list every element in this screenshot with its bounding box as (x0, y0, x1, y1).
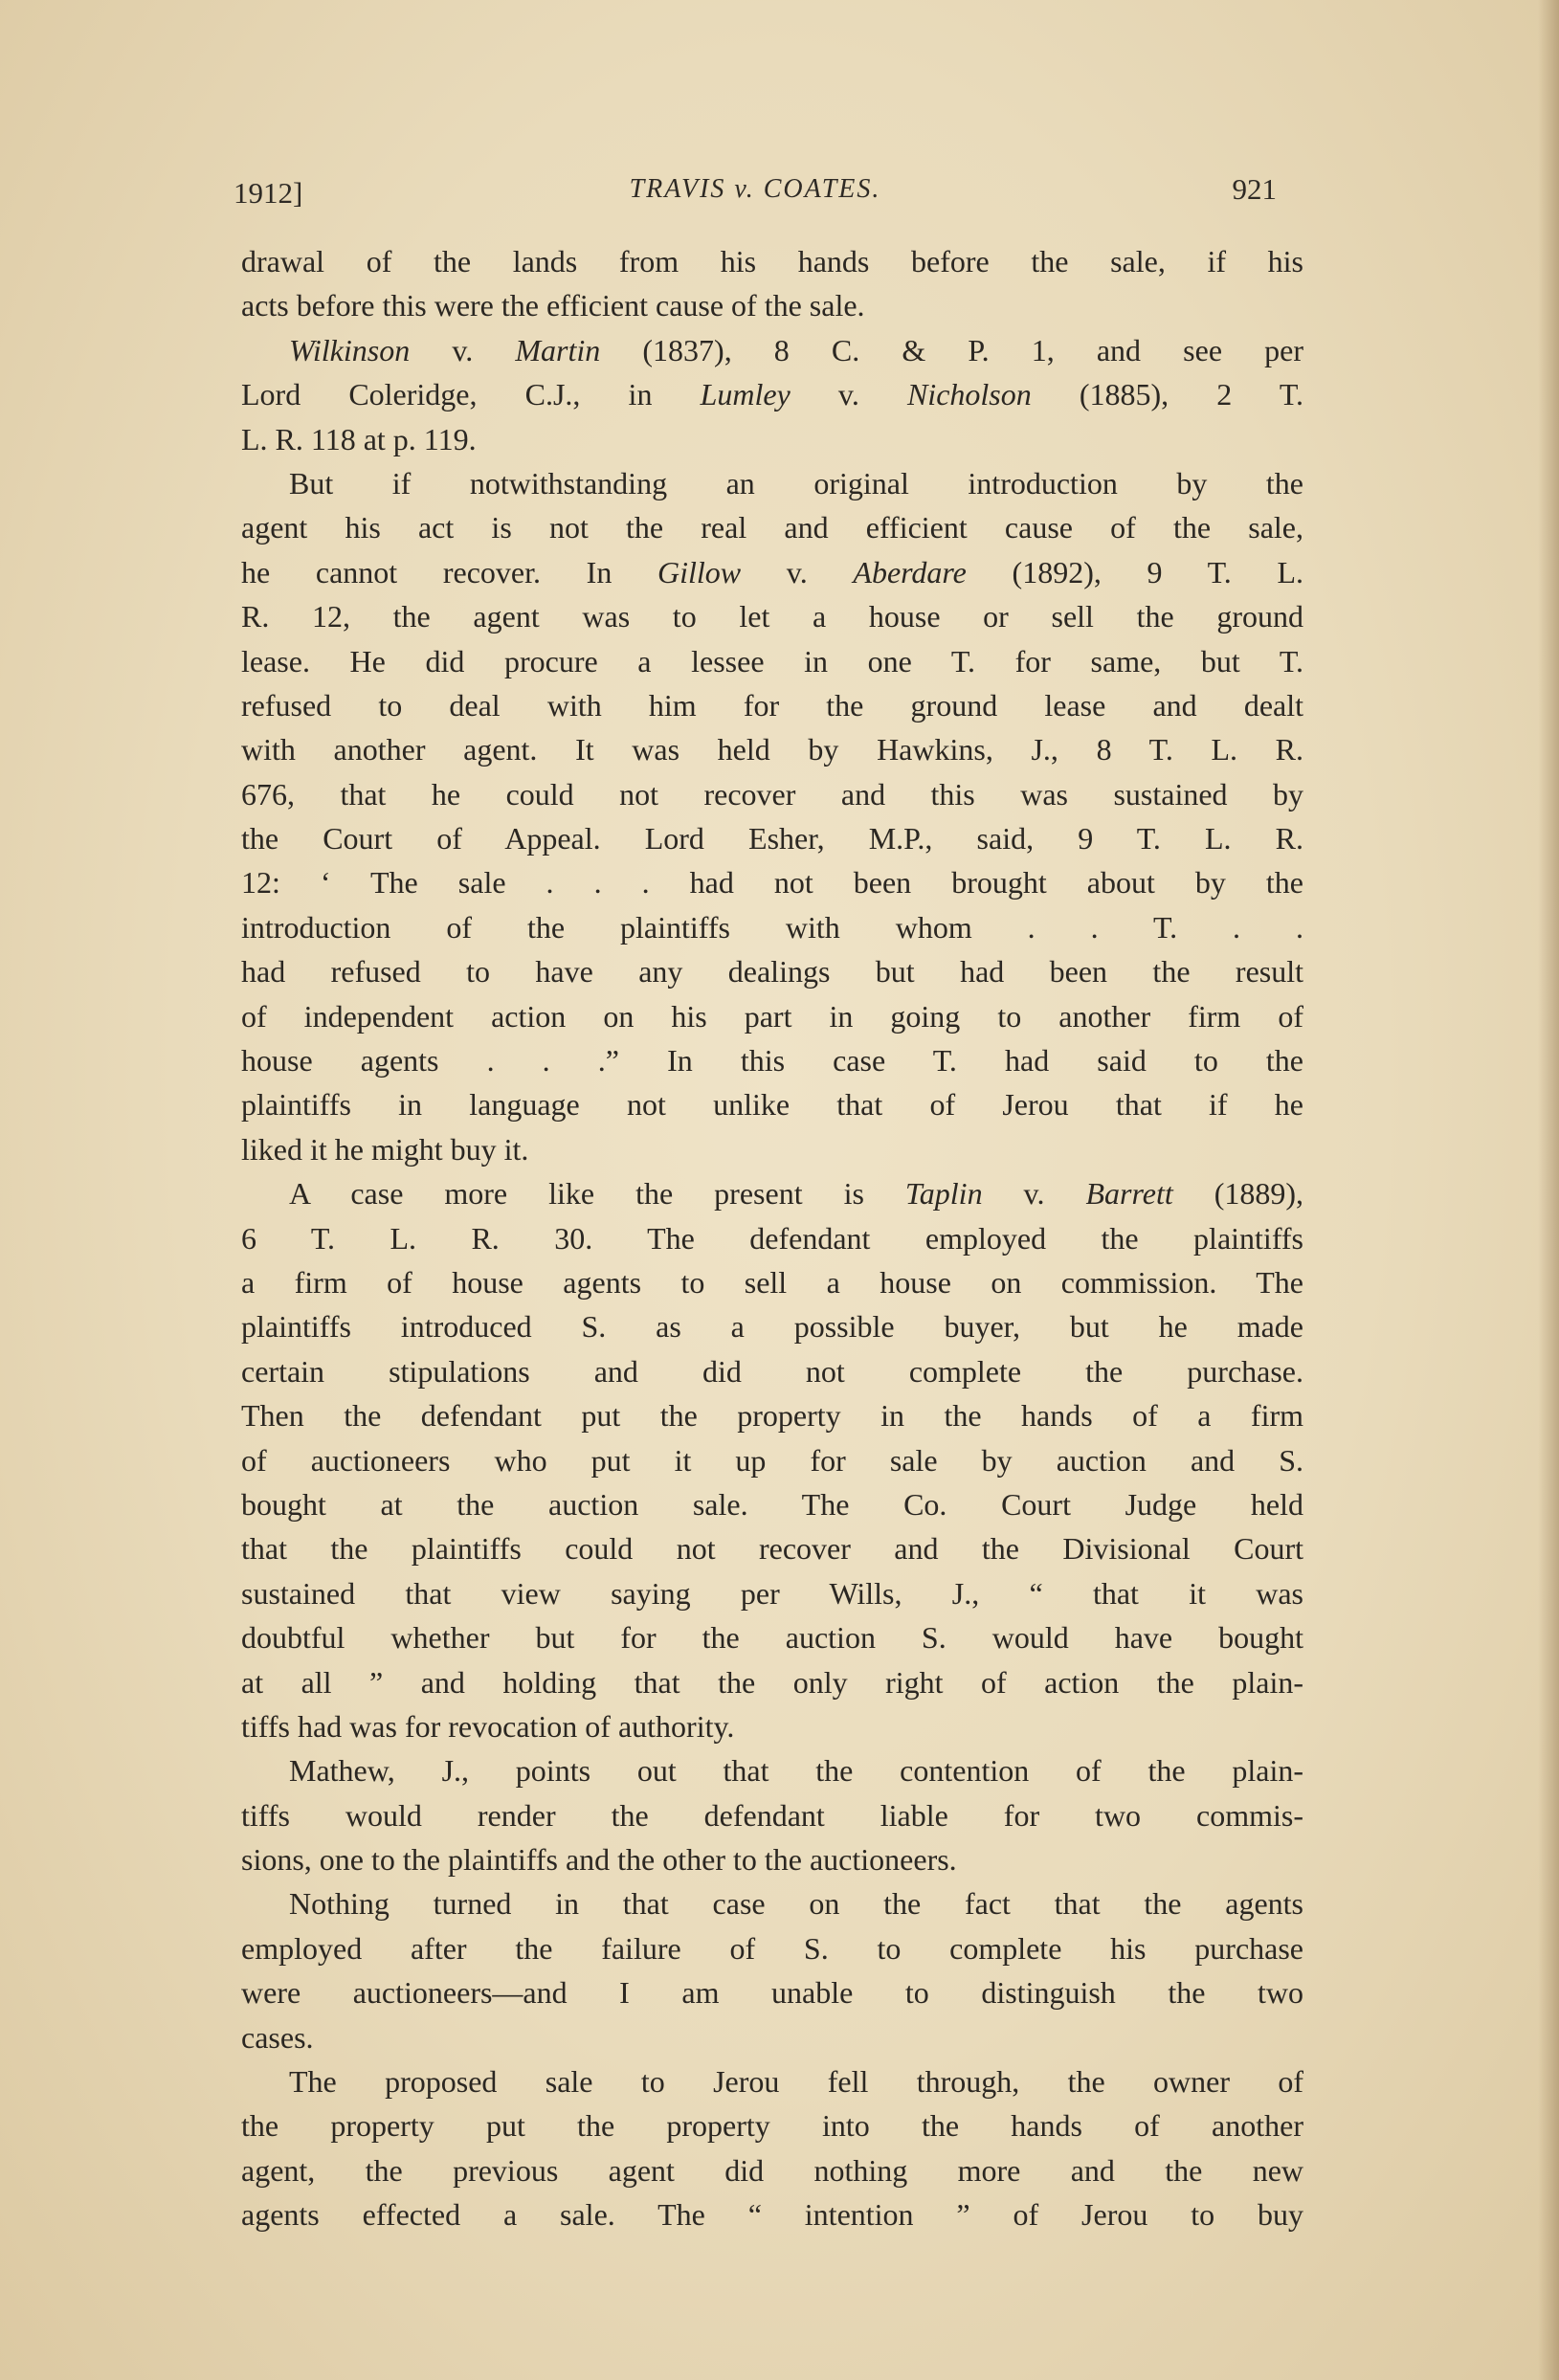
text-line: 6 T. L. R. 30. The defendant employed the plaintiffs (241, 1220, 1303, 1256)
text-line: the property put the property into the hands of another (241, 2108, 1303, 2144)
text-line: a firm of house agents to sell a house on commission. The (241, 1264, 1303, 1300)
text-line: 12: ‘ The sale . . . had not been brought about by the (241, 865, 1303, 901)
text-line: sions, one to the plaintiffs and the other to the auctioneers. (241, 1842, 957, 1878)
text-line: tiffs would render the defendant liable for two commis- (241, 1797, 1303, 1833)
text-line: that the plaintiffs could not recover and the Divisional Court (241, 1531, 1303, 1567)
text-line: Lord Coleridge, C.J., in Lumley v. Nicholson (1885), 2 T. (241, 377, 1303, 412)
text-line: he cannot recover. In Gillow v. Aberdare (1892), 9 T. L. (241, 554, 1303, 589)
text-line: Wilkinson v. Martin (1837), 8 C. & P. 1, and see per (289, 332, 1303, 367)
text-line: sustained that view saying per Wills, J., “ that it was (241, 1575, 1303, 1611)
text-line: plaintiffs in language not unlike that of Jerou that if he (241, 1087, 1303, 1123)
text-line: doubtful whether but for the auction S. would have bought (241, 1620, 1303, 1656)
text-line: refused to deal with him for the ground lease and dealt (241, 687, 1303, 723)
text-line: employed after the failure of S. to complete his purchase (241, 1930, 1303, 1966)
text-line: drawal of the lands from his hands before the sale, if his (241, 244, 1303, 278)
text-line: house agents . . .” In this case T. had said to the (241, 1043, 1303, 1079)
text-line: But if notwithstanding an original introduction by the (289, 465, 1303, 500)
text-line: certain stipulations and did not complete the purchase. (241, 1353, 1303, 1389)
text-line: introduction of the plaintiffs with whom . . T. . . (241, 909, 1303, 945)
page-number: 921 (1232, 172, 1277, 206)
text-line: 676, that he could not recover and this was sustained by (241, 776, 1303, 812)
text-line: R. 12, the agent was to let a house or sell the ground (241, 599, 1303, 634)
text-line: plaintiffs introduced S. as a possible buyer, but he made (241, 1309, 1303, 1345)
text-line: The proposed sale to Jerou fell through, the owner of (289, 2064, 1303, 2100)
text-line: Nothing turned in that case on the fact that the agents (289, 1886, 1303, 1922)
text-line: Then the defendant put the property in the hands of a firm (241, 1398, 1303, 1434)
text-line: L. R. 118 at p. 119. (241, 421, 477, 456)
text-line: agents effected a sale. The “ intention ” of Jerou to buy (241, 2197, 1303, 2233)
text-line: tiffs had was for revocation of authority. (241, 1708, 735, 1744)
header-year: 1912] (234, 176, 303, 210)
text-line: acts before this were the efficient cause of the sale. (241, 288, 865, 323)
text-line: Mathew, J., points out that the contention of the plain- (289, 1753, 1303, 1789)
page-header (234, 170, 1277, 218)
running-title: TRAVIS v. COATES. (629, 174, 881, 204)
text-line: agent, the previous agent did nothing more and the new (241, 2152, 1303, 2188)
text-line: bought at the auction sale. The Co. Court Judge held (241, 1486, 1303, 1522)
text-line: of independent action on his part in going to another firm of (241, 998, 1303, 1034)
text-line: at all ” and holding that the only right of action the plain- (241, 1664, 1303, 1700)
text-line: had refused to have any dealings but had been the result (241, 954, 1303, 990)
text-line: with another agent. It was held by Hawkins, J., 8 T. L. R. (241, 732, 1303, 767)
page-edge-shadow (1538, 0, 1559, 2380)
body-text (241, 239, 1303, 2237)
text-line: agent his act is not the real and efficient cause of the sale, (241, 510, 1303, 545)
text-line: were auctioneers—and I am unable to distinguish the two (241, 1975, 1303, 2011)
text-line: the Court of Appeal. Lord Esher, M.P., said, 9 T. L. R. (241, 821, 1303, 856)
text-line: A case more like the present is Taplin v. Barrett (1889), (289, 1176, 1303, 1212)
text-line: of auctioneers who put it up for sale by auction and S. (241, 1442, 1303, 1478)
text-line: cases. (241, 2019, 314, 2055)
text-line: liked it he might buy it. (241, 1131, 529, 1167)
text-line: lease. He did procure a lessee in one T. for same, but T. (241, 643, 1303, 678)
